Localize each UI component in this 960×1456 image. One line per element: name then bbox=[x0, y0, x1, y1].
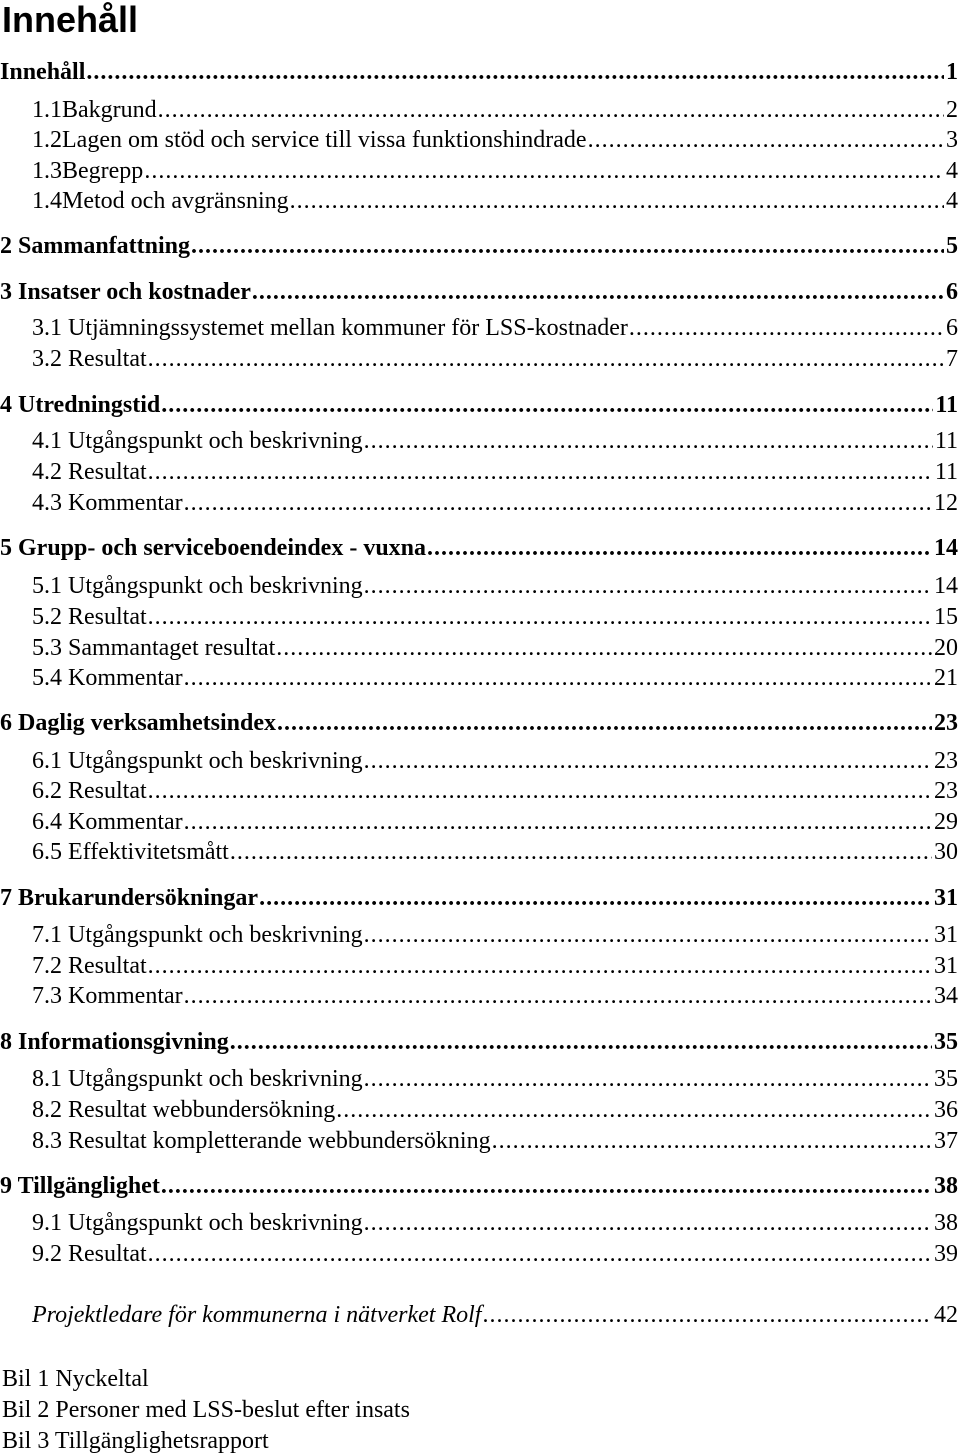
toc-entry-page-number: 29 bbox=[934, 809, 958, 835]
toc-entry-label: Metod och avgränsning bbox=[62, 188, 289, 214]
dot-leader bbox=[492, 1126, 932, 1156]
dot-leader bbox=[276, 633, 932, 663]
dot-leader bbox=[482, 1300, 932, 1330]
toc-entry[interactable] bbox=[0, 746, 960, 776]
toc-entry-page-number: 6 bbox=[946, 279, 958, 305]
dot-leader bbox=[184, 981, 932, 1011]
dot-leader bbox=[148, 1239, 932, 1269]
toc-entry-page-number: 1 bbox=[946, 59, 958, 85]
toc-entry[interactable] bbox=[0, 602, 960, 632]
toc-entry-page-number: 38 bbox=[934, 1173, 958, 1199]
dot-leader bbox=[252, 277, 944, 307]
toc-entry-label: 7.1 Utgångspunkt och beskrivning bbox=[32, 922, 363, 948]
toc-entry-label: 5 Grupp- och serviceboendeindex - vuxna bbox=[0, 535, 427, 561]
toc-entry[interactable] bbox=[0, 807, 960, 837]
dot-leader bbox=[148, 602, 932, 632]
toc-entry[interactable] bbox=[0, 1095, 960, 1125]
toc-entry[interactable] bbox=[0, 488, 960, 518]
toc-entry-label: 4.2 Resultat bbox=[32, 459, 147, 485]
toc-entry-page-number: 35 bbox=[934, 1029, 958, 1055]
toc-entry[interactable] bbox=[0, 776, 960, 806]
toc-entry-label: 5.3 Sammantaget resultat bbox=[32, 635, 276, 661]
dot-leader bbox=[191, 231, 944, 261]
toc-entry-label: 9.1 Utgångspunkt och beskrivning bbox=[32, 1210, 363, 1236]
dot-leader bbox=[230, 1027, 932, 1057]
dot-leader bbox=[364, 1064, 932, 1094]
dot-leader bbox=[259, 883, 932, 913]
toc-entry[interactable] bbox=[0, 1208, 960, 1238]
toc-entry-page-number: 31 bbox=[934, 885, 958, 911]
toc-entry-label: 9.2 Resultat bbox=[32, 1241, 147, 1267]
appendix-item: Bil 3 Tillgänglighetsrapport bbox=[2, 1428, 269, 1454]
toc-entry-label: 7.3 Kommentar bbox=[32, 983, 183, 1009]
toc-entry[interactable] bbox=[0, 837, 960, 867]
toc-entry[interactable] bbox=[0, 1171, 960, 1201]
toc-entry[interactable] bbox=[0, 951, 960, 981]
toc-entry-page-number: 3 bbox=[946, 127, 958, 153]
toc-entry-page-number: 7 bbox=[946, 346, 958, 372]
dot-leader bbox=[364, 426, 933, 456]
toc-entry-page-number: 31 bbox=[934, 922, 958, 948]
dot-leader bbox=[588, 125, 944, 155]
toc-entry-label: 7 Brukarundersökningar bbox=[0, 885, 259, 911]
dot-leader bbox=[158, 95, 944, 125]
dot-leader bbox=[629, 313, 944, 343]
toc-entry[interactable] bbox=[0, 125, 960, 155]
dot-leader bbox=[148, 776, 932, 806]
toc-entry[interactable] bbox=[0, 633, 960, 663]
toc-entry-label: Lagen om stöd och service till vissa funktionshindrade bbox=[62, 127, 587, 153]
toc-entry[interactable] bbox=[0, 156, 960, 186]
toc-entry[interactable] bbox=[0, 981, 960, 1011]
toc-entry[interactable] bbox=[0, 313, 960, 343]
toc-entry-number: 1.2 bbox=[32, 127, 62, 153]
toc-entry-number: 1.3 bbox=[32, 158, 62, 184]
page-title: Innehåll bbox=[2, 0, 139, 40]
dot-leader bbox=[161, 1171, 932, 1201]
dot-leader bbox=[161, 390, 933, 420]
dot-leader bbox=[336, 1095, 932, 1125]
toc-entry-page-number: 6 bbox=[946, 315, 958, 341]
toc-entry-page-number: 12 bbox=[934, 490, 958, 516]
dot-leader bbox=[184, 663, 932, 693]
toc-entry-label: 7.2 Resultat bbox=[32, 953, 147, 979]
toc-entry[interactable] bbox=[0, 95, 960, 125]
toc-entry-label: 8.3 Resultat kompletterande webbundersökning bbox=[32, 1128, 491, 1154]
toc-entry[interactable] bbox=[0, 571, 960, 601]
dot-leader bbox=[364, 746, 932, 776]
toc-entry-page-number: 4 bbox=[946, 158, 958, 184]
toc-entry-page-number: 2 bbox=[946, 97, 958, 123]
dot-leader bbox=[148, 344, 944, 374]
toc-entry-label: 6.4 Kommentar bbox=[32, 809, 183, 835]
toc-entry[interactable] bbox=[0, 344, 960, 374]
dot-leader bbox=[148, 951, 932, 981]
toc-entry[interactable] bbox=[0, 920, 960, 950]
dot-leader bbox=[364, 1208, 932, 1238]
toc-entry[interactable] bbox=[0, 1027, 960, 1057]
toc-entry-label: 6.2 Resultat bbox=[32, 778, 147, 804]
toc-entry[interactable] bbox=[0, 533, 960, 563]
toc-entry-number: 1.1 bbox=[32, 97, 62, 123]
toc-entry-label: 8.2 Resultat webbundersökning bbox=[32, 1097, 336, 1123]
toc-entry-label: 5.2 Resultat bbox=[32, 604, 147, 630]
toc-entry-page-number: 23 bbox=[934, 710, 958, 736]
toc-entry-page-number: 4 bbox=[946, 188, 958, 214]
toc-entry[interactable] bbox=[0, 1300, 960, 1330]
dot-leader bbox=[364, 571, 932, 601]
toc-entry-page-number: 37 bbox=[934, 1128, 958, 1154]
dot-leader bbox=[427, 533, 932, 563]
toc-entry[interactable] bbox=[0, 883, 960, 913]
toc-entry[interactable] bbox=[0, 1064, 960, 1094]
toc-entry-label: 5.4 Kommentar bbox=[32, 665, 183, 691]
toc-entry-page-number: 31 bbox=[934, 953, 958, 979]
toc-entry-label: Innehåll bbox=[0, 59, 86, 85]
dot-leader bbox=[144, 156, 944, 186]
toc-entry[interactable] bbox=[0, 708, 960, 738]
toc-entry-page-number: 14 bbox=[934, 573, 958, 599]
toc-entry-label: 4 Utredningstid bbox=[0, 392, 161, 418]
dot-leader bbox=[290, 186, 944, 216]
toc-entry-label: 3 Insatser och kostnader bbox=[0, 279, 251, 305]
toc-entry-label: 6.5 Effektivitetsmått bbox=[32, 839, 229, 865]
toc-entry-label: Begrepp bbox=[62, 158, 144, 184]
appendix-item: Bil 2 Personer med LSS-beslut efter insats bbox=[2, 1397, 410, 1423]
dot-leader bbox=[184, 488, 932, 518]
toc-entry-label: 4.1 Utgångspunkt och beskrivning bbox=[32, 428, 363, 454]
toc-entry-label: 3.2 Resultat bbox=[32, 346, 147, 372]
toc-entry-page-number: 30 bbox=[934, 839, 958, 865]
toc-entry-page-number: 20 bbox=[934, 635, 958, 661]
toc-entry-label: 5.1 Utgångspunkt och beskrivning bbox=[32, 573, 363, 599]
toc-entry-label: 8 Informationsgivning bbox=[0, 1029, 229, 1055]
toc-entry-page-number: 5 bbox=[946, 233, 958, 259]
toc-entry-label: Projektledare för kommunerna i nätverket Rolf bbox=[32, 1302, 482, 1328]
dot-leader bbox=[184, 807, 932, 837]
toc-entry[interactable] bbox=[0, 390, 960, 420]
toc-entry-label: 4.3 Kommentar bbox=[32, 490, 183, 516]
toc-entry-label: 6.1 Utgångspunkt och beskrivning bbox=[32, 748, 363, 774]
toc-entry[interactable] bbox=[0, 57, 960, 87]
dot-leader bbox=[148, 457, 933, 487]
toc-entry-page-number: 36 bbox=[934, 1097, 958, 1123]
toc-entry-page-number: 15 bbox=[934, 604, 958, 630]
toc-entry-label: 6 Daglig verksamhetsindex bbox=[0, 710, 276, 736]
toc-entry-label: 9 Tillgänglighet bbox=[0, 1173, 160, 1199]
toc-entry[interactable] bbox=[0, 277, 960, 307]
dot-leader bbox=[86, 57, 944, 87]
toc-entry-page-number: 39 bbox=[934, 1241, 958, 1267]
toc-entry-page-number: 11 bbox=[934, 459, 958, 485]
toc-entry[interactable] bbox=[0, 457, 960, 487]
dot-leader bbox=[364, 920, 932, 950]
toc-entry-page-number: 35 bbox=[934, 1066, 958, 1092]
toc-entry-page-number: 11 bbox=[934, 428, 958, 454]
toc-entry-label: 3.1 Utjämningssystemet mellan kommuner för LSS-kostnader bbox=[32, 315, 628, 341]
toc-entry-page-number: 14 bbox=[934, 535, 958, 561]
toc-entry-page-number: 21 bbox=[934, 665, 958, 691]
dot-leader bbox=[230, 837, 932, 867]
toc-entry-label: Bakgrund bbox=[62, 97, 157, 123]
dot-leader bbox=[277, 708, 932, 738]
toc-entry[interactable] bbox=[0, 1239, 960, 1269]
toc-entry[interactable] bbox=[0, 426, 960, 456]
toc-entry-page-number: 23 bbox=[934, 778, 958, 804]
toc-entry-page-number: 42 bbox=[934, 1302, 958, 1328]
toc-entry-page-number: 34 bbox=[934, 983, 958, 1009]
appendix-item: Bil 1 Nyckeltal bbox=[2, 1366, 149, 1392]
toc-entry[interactable] bbox=[0, 186, 960, 216]
toc-entry-page-number: 38 bbox=[934, 1210, 958, 1236]
toc-entry[interactable] bbox=[0, 1126, 960, 1156]
toc-entry-page-number: 11 bbox=[935, 392, 958, 418]
toc-entry-label: 2 Sammanfattning bbox=[0, 233, 191, 259]
toc-entry[interactable] bbox=[0, 663, 960, 693]
toc-entry[interactable] bbox=[0, 231, 960, 261]
toc-entry-number: 1.4 bbox=[32, 188, 62, 214]
toc-entry-label: 8.1 Utgångspunkt och beskrivning bbox=[32, 1066, 363, 1092]
toc-entry-page-number: 23 bbox=[934, 748, 958, 774]
